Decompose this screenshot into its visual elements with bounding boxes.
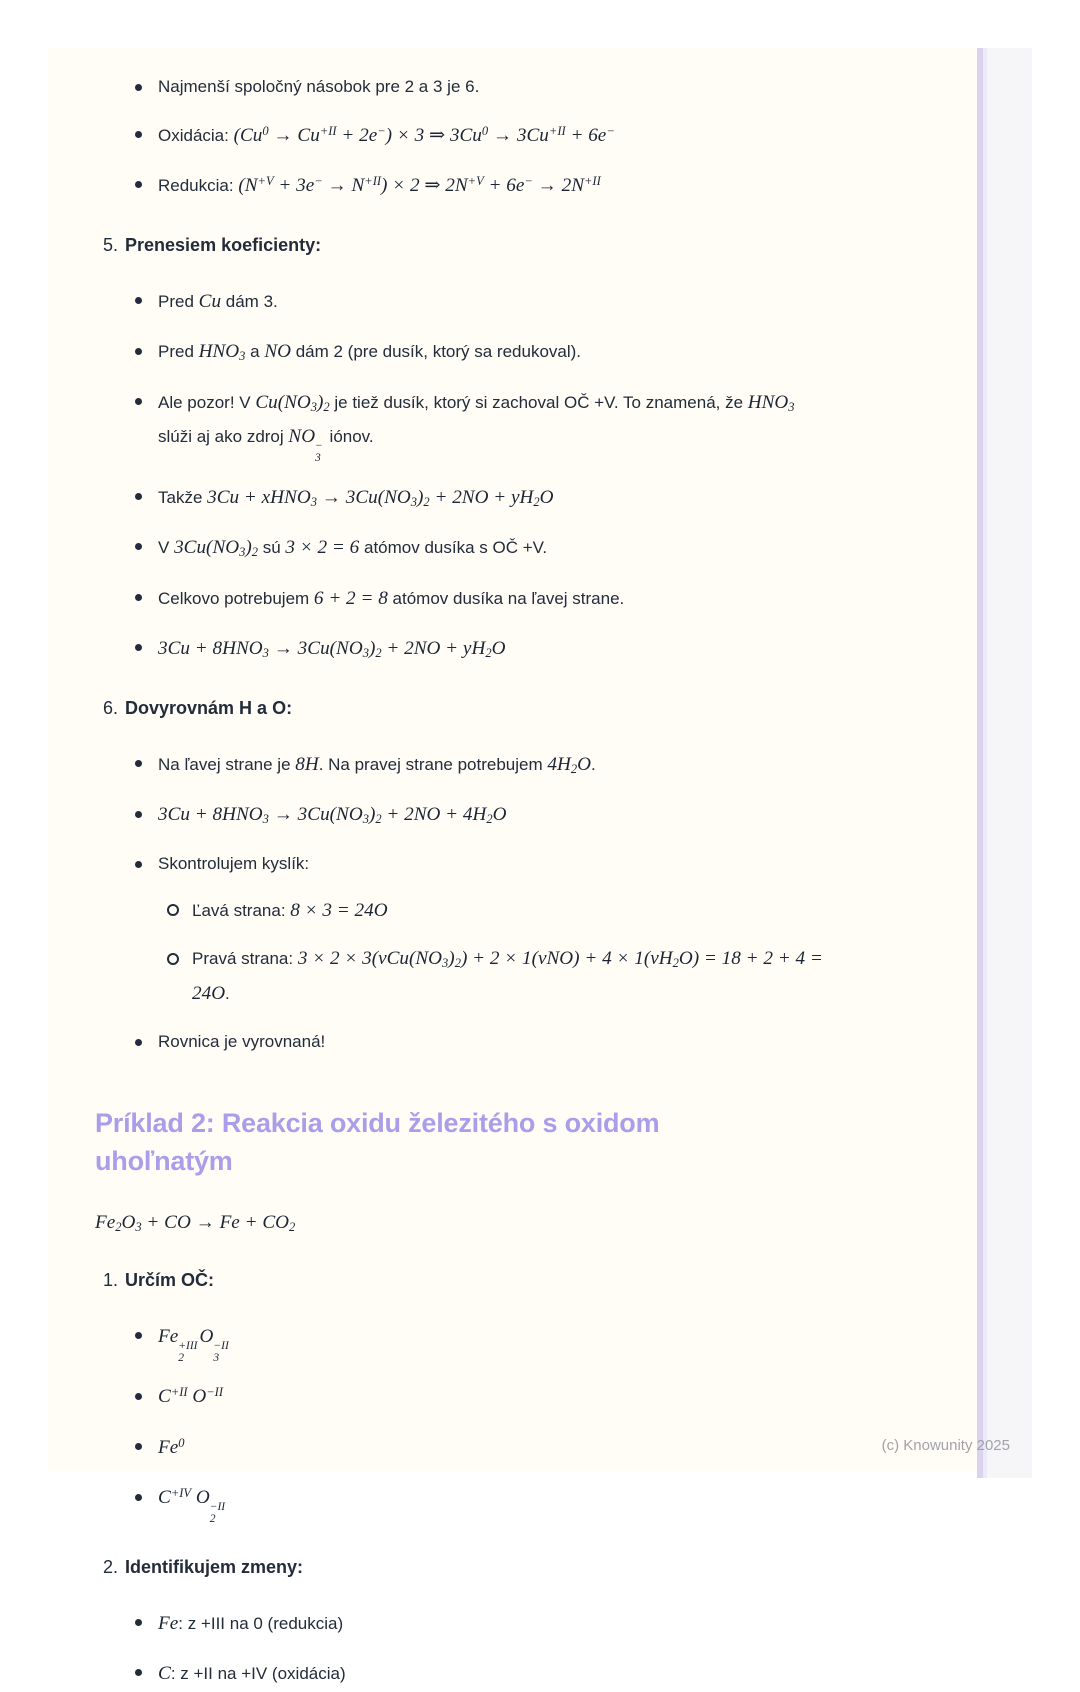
nested-list (158, 894, 835, 1012)
list-item: Celkovo potrebujem 6 + 2 = 8 atómov dusíka na ľavej strane. (95, 582, 808, 617)
list-item: $3Cu + 8HNO_3 \to 3Cu(NO_3)_2 + 2NO + 4H_2O$ (95, 798, 808, 833)
list-item: Fe$^0$ (95, 1431, 808, 1466)
bullet-list (95, 748, 930, 1058)
section-label: Identifikujem zmeny: (125, 1556, 304, 1577)
list-item: Redukcia: $(N^{+V} + 3e^- \to N^{+II}) \times 2$ ⇒ $2N^{+V} + 6e^- \to 2N^{+II}$ (95, 169, 808, 204)
numbered-section-heading (95, 695, 930, 722)
math-sub-sup-stack: +III 2 (178, 1340, 198, 1365)
list-item: Ľavá strana: 8 × 3 = 24O (158, 894, 835, 929)
math-sub-sup-stack: − 3 (315, 440, 323, 465)
math-sub-sup-stack: −II 2 (209, 1501, 226, 1526)
numbered-section-heading (95, 1267, 930, 1294)
section-label: Dovyrovnám H a O: (125, 697, 293, 718)
bullet-list (95, 72, 930, 204)
list-item: Pred $HNO_3$ a NO dám 2 (pre dusík, ktorý sa redukoval). (95, 335, 808, 370)
list-item: Rovnica je vyrovnaná! (95, 1027, 808, 1058)
list-item: Pred Cu dám 3. (95, 285, 808, 320)
document-page (48, 48, 977, 1685)
list-item: Fe: z +III na 0 (redukcia) (95, 1607, 808, 1642)
section-label: Prenesiem koeficienty: (125, 234, 322, 255)
numbered-section-heading (95, 1554, 930, 1581)
right-gutter (987, 48, 1032, 1478)
example-heading: Príklad 2: Reakcia oxidu železitého s oxidom uhoľnatým (95, 1107, 660, 1177)
equation-line: $Fe_2O_3$ + CO → $Fe + CO_2$ (95, 1212, 296, 1235)
numbered-section-heading (95, 232, 930, 259)
list-item: Ale pozor! V $Cu(NO_3)_2$ je tiež dusík, ktorý si zachoval OČ +V. To znamená, že $HNO_3$ slúži aj ako zdroj NO − 3 iónov. (95, 386, 808, 465)
list-item: Najmenší spoločný násobok pre 2 a 3 je 6. (95, 72, 808, 103)
document-content (48, 48, 977, 1692)
list-item: Pravá strana: $3 \times 2 \times 3(vCu(NO_3)_2) + 2 \times 1(vNO) + 4 \times 1(vH_2O) = 18 + 2 + 4 = 24O$. (158, 942, 835, 1011)
watermark: (c) Knowunity 2025 (881, 1437, 1010, 1454)
list-item: $3Cu + 8HNO_3 \to 3Cu(NO_3)_2 + 2NO + yH_2O$ (95, 632, 808, 667)
list-item: $C^{+IV}$ O −II 2 (95, 1481, 808, 1525)
math-sub-sup-stack: −II 3 (213, 1340, 229, 1365)
page-edge-divider (977, 48, 987, 1478)
section-label: Určím OČ: (125, 1270, 215, 1291)
bullet-list (95, 285, 930, 667)
section-number: 5. (103, 234, 119, 255)
list-item: Na ľavej strane je 8H. Na pravej strane potrebujem $4H_2O$. (95, 748, 808, 783)
list-item: Fe +III 2 O −II 3 (95, 1320, 808, 1364)
list-item: V $3Cu(NO_3)_2$ sú 3 × 2 = 6 atómov dusíka s OČ +V. (95, 531, 808, 566)
list-item: Oxidácia: $(Cu^0 \to Cu^{+II} + 2e^-) \times 3$ ⇒ $3Cu^0 \to 3Cu^{+II} + 6e^-$ (95, 119, 808, 154)
list-item: C: z +II na +IV (oxidácia) (95, 1657, 808, 1692)
section-number: 1. (103, 1270, 119, 1291)
list-item: Takže 3Cu + xHNO$_3$ → $3Cu(NO_3)_2 + 2NO + yH_2O$ (95, 481, 808, 516)
bullet-list (95, 1320, 930, 1525)
section-number: 6. (103, 697, 119, 718)
list-item: $C^{+II}$ $O^{-II}$ (95, 1380, 808, 1415)
list-item: Skontrolujem kyslík: Ľavá strana: 8 × 3 = 24O Pravá strana: $3 \times 2 \times 3(vCu(NO_3)_2) + 2 \times 1(vNO) + 4 \times 1(vH_2O) = 18 + 2 + 4 = 24O$. (95, 849, 835, 1011)
section-number: 2. (103, 1556, 119, 1577)
bullet-list (95, 1607, 930, 1692)
